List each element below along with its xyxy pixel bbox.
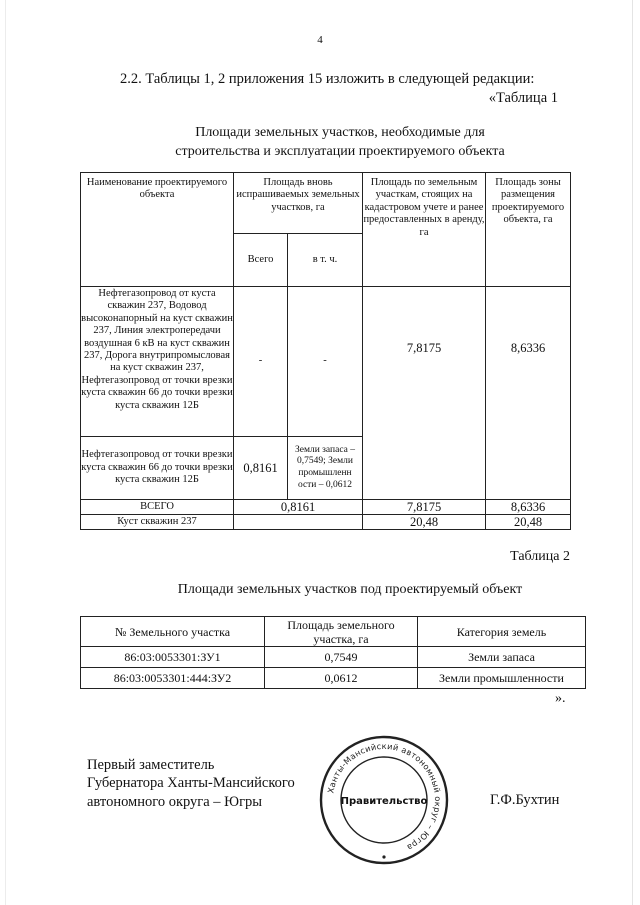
row2-including: Земли запаса – 0,7549; Земли промышленн ости – 0,0612 — [288, 437, 363, 500]
closing-quote: ». — [555, 691, 566, 706]
header-cadastral-area: Площадь по земельным участкам, стоящих на кадастровом учете и ранее предоставленных в аренду, га — [363, 173, 486, 287]
seal-center-text: Правительство — [340, 796, 428, 807]
position-line3: автономного округа – Югры — [87, 793, 263, 810]
table-row — [81, 668, 586, 689]
position-line1: Первый заместитель — [87, 757, 215, 773]
total-new-area: 0,8161 — [234, 500, 363, 515]
row1-total: - — [234, 287, 288, 437]
land-area-table — [80, 172, 571, 530]
table-row — [81, 647, 586, 668]
row1-including: - — [288, 287, 363, 437]
seal-ring-text: Ханты-Мансийский автономный округ – Югра — [325, 740, 444, 853]
amendment-text: 2.2. Таблицы 1, 2 приложения 15 изложить в следующей редакции: — [120, 71, 535, 87]
table1-title-line2: строительства и эксплуатации проектируемого объекта — [175, 144, 505, 159]
parcels-table — [80, 616, 586, 689]
cadastral-area-value: 7,8175 — [363, 287, 486, 500]
table1-header-row — [81, 173, 571, 234]
table1-title-line1: Площади земельных участков, необходимые для — [195, 125, 485, 140]
header-including: в т. ч. — [288, 234, 363, 287]
page-number: 4 — [317, 34, 323, 46]
parcel-area: 0,7549 — [265, 647, 418, 668]
header-land-category: Категория земель — [418, 617, 586, 647]
signatory-position — [87, 756, 295, 811]
pad-cadastral: 20,48 — [363, 515, 486, 530]
row2-total: 0,8161 — [234, 437, 288, 500]
position-line2: Губернатора Ханты-Мансийского — [87, 775, 295, 792]
header-parcel-area: Площадь земельного участка, га — [265, 617, 418, 647]
pad-zone: 20,48 — [486, 515, 571, 530]
header-zone-area: Площадь зоны размещения проектируемого объекта, га — [486, 173, 571, 287]
pad-label: Куст скважин 237 — [81, 515, 234, 530]
land-category: Земли запаса — [418, 647, 586, 668]
header-parcel-number: № Земельного участка — [81, 617, 265, 647]
table1-label: «Таблица 1 — [488, 90, 558, 106]
row2-object-name: Нефтегазопровод от точки врезки куста скважин 66 до точки врезки куста скважин 12Б — [81, 437, 234, 500]
parcel-number: 86:03:0053301:ЗУ1 — [81, 647, 265, 668]
header-total: Всего — [234, 234, 288, 287]
table1-title — [0, 123, 640, 161]
government-seal — [317, 735, 451, 865]
table2-header-row — [81, 617, 586, 647]
header-new-area: Площадь вновь испрашиваемых земельных участков, га — [234, 173, 363, 234]
row1-object-name: Нефтегазопровод от куста скважин 237, Водовод высоконапорный на куст скважин 237, Линия электропередачи воздушная 6 кВ на куст скважин 237, Дорога внутрипромысловая на куст скважин 237, Нефтегазопровод от точки врезки куста скважин 66 до точки врезки куста скважин 12Б — [81, 287, 234, 437]
header-object-name: Наименование проектируемого объекта — [81, 173, 234, 287]
seal-star-icon — [382, 855, 385, 858]
zone-area-value: 8,6336 — [486, 287, 571, 500]
pad-row — [81, 515, 571, 530]
total-zone: 8,6336 — [486, 500, 571, 515]
table2-title: Площади земельных участков под проектируемый объект — [177, 582, 523, 597]
land-category: Земли промышленности — [418, 668, 586, 689]
table-row — [81, 287, 571, 437]
signatory-name: Г.Ф.Бухтин — [490, 792, 560, 808]
total-row — [81, 500, 571, 515]
total-label: ВСЕГО — [81, 500, 234, 515]
pad-new-area-empty — [234, 515, 363, 530]
table2-label: Таблица 2 — [510, 549, 570, 564]
parcel-area: 0,0612 — [265, 668, 418, 689]
total-cadastral: 7,8175 — [363, 500, 486, 515]
parcel-number: 86:03:0053301:444:ЗУ2 — [81, 668, 265, 689]
